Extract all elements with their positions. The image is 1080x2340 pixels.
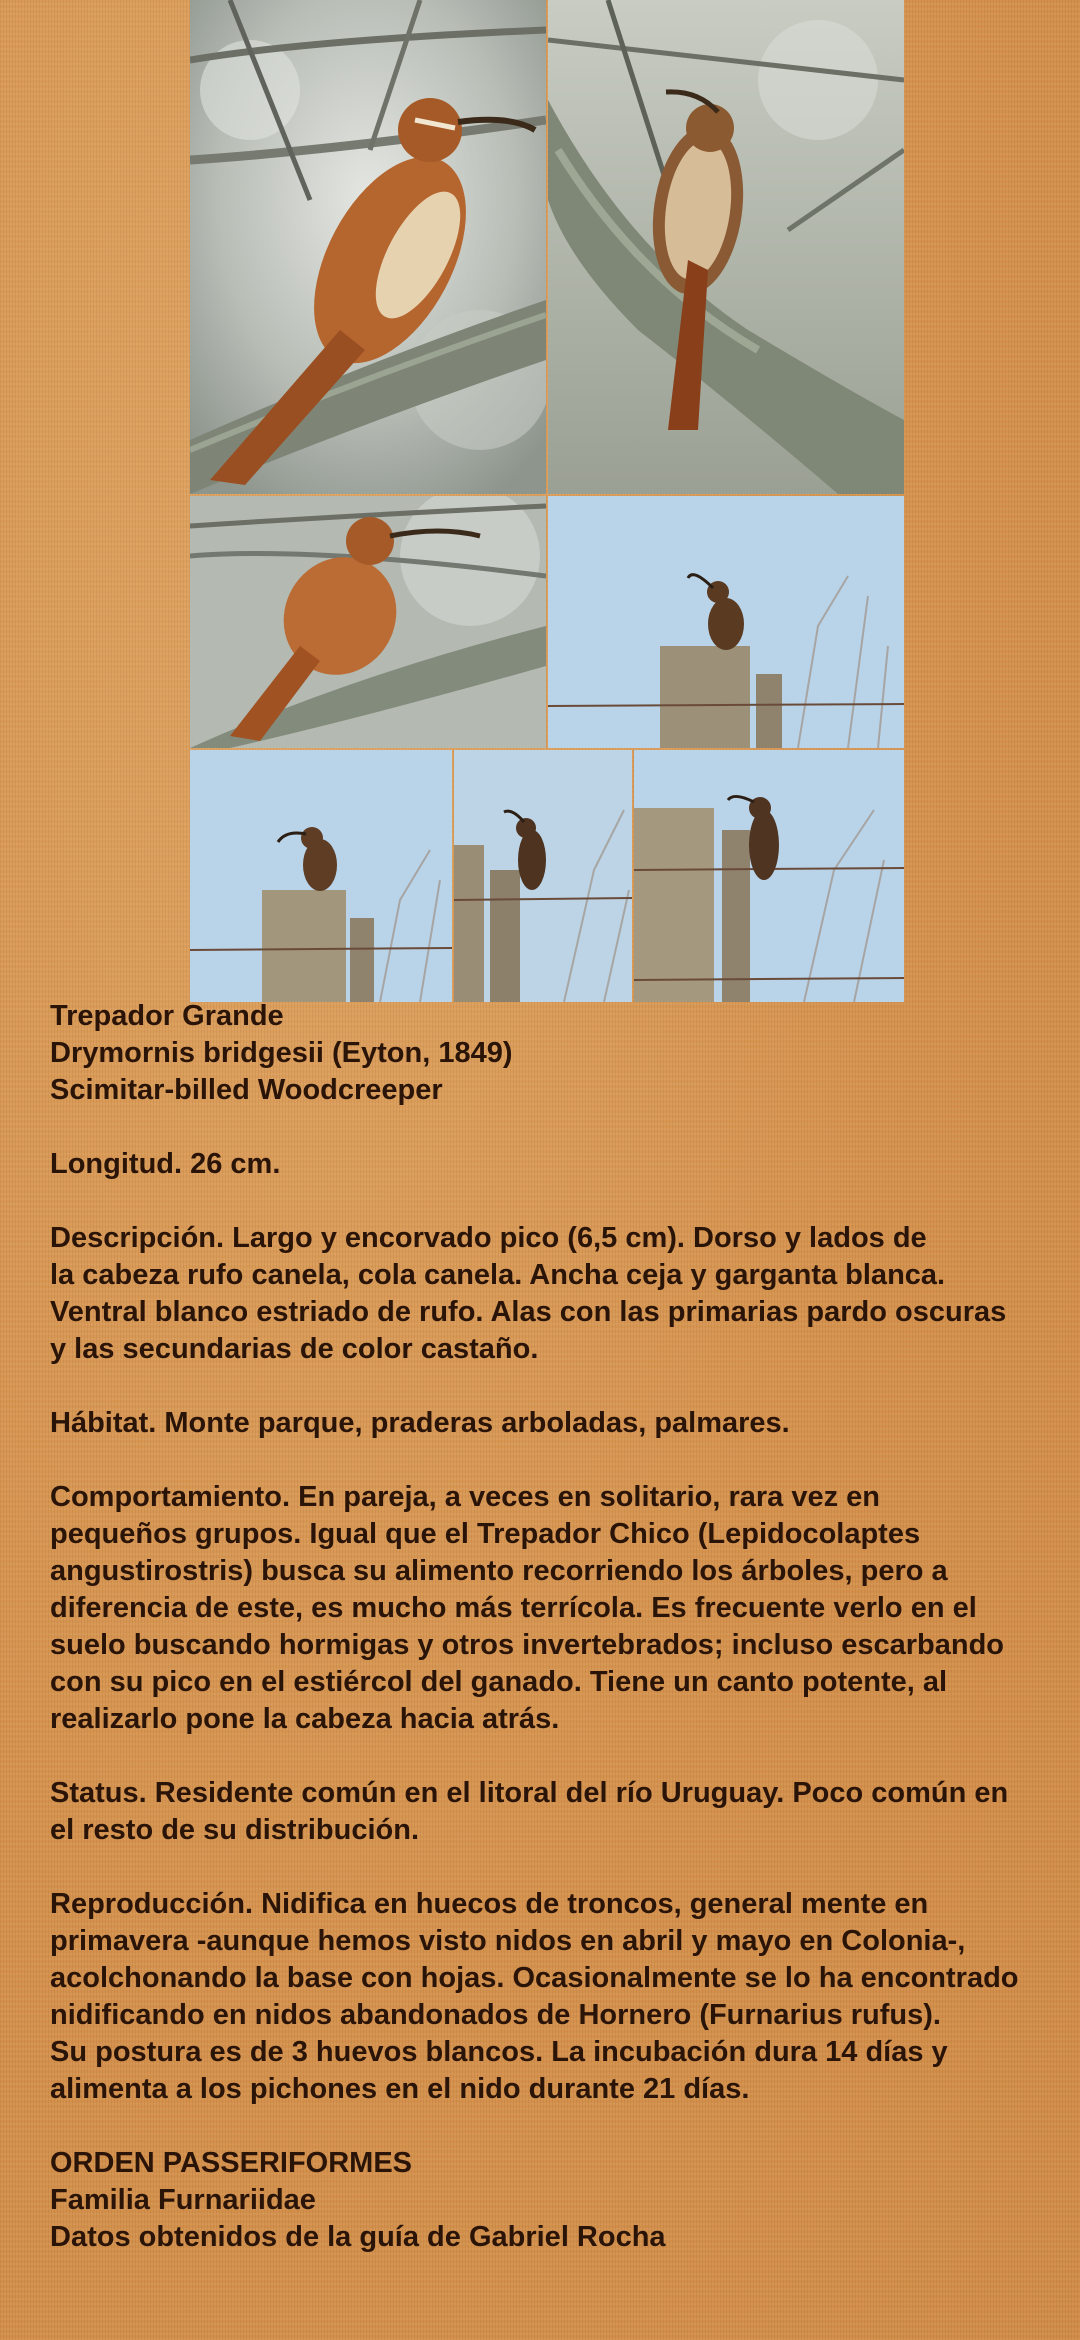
bird-photo-6 — [454, 750, 632, 1002]
source-text: Datos obtenidos de la guía de Gabriel Rocha — [50, 2221, 666, 2253]
behavior-text: Comportamiento. En pareja, a veces en solitario, rara vez en pequeños grupos. Igual que el Trepador Chico (Lepidocolaptes angustirostris) busca su alimento recorriendo los árboles, pero a diferencia de este, es mucho más terrícola. Es frecuente verlo en el suelo buscando hormigas y otros invertebrados; incluso escarbando con su pico en el estiércol del ganado. Tiene un canto potente, al realizarlo pone la cabeza hacia atrás. — [50, 1481, 1004, 1735]
status-text: Status. Residente común en el litoral del río Uruguay. Poco común en el resto de su distribución. — [50, 1777, 1009, 1846]
scientific-name: Drymornis bridgesii (Eyton, 1849) — [50, 1037, 513, 1069]
description-text: Descripción. Largo y encorvado pico (6,5 cm). Dorso y lados de la cabeza rufo canela, cola canela. Ancha ceja y garganta blanca. Ventral blanco estriado de rufo. Alas con las primarias pardo oscuras y las secundarias de color castaño. — [50, 1222, 1007, 1365]
bird-photo-3 — [190, 496, 546, 748]
photo-collage — [190, 0, 904, 1002]
english-name: Scimitar-billed Woodcreeper — [50, 1074, 443, 1106]
bird-photo-1 — [190, 0, 546, 494]
species-header — [50, 998, 1050, 1109]
bird-photo-7 — [634, 750, 904, 1002]
length-text: Longitud. 26 cm. — [50, 1148, 281, 1180]
habitat-text: Hábitat. Monte parque, praderas arboladas, palmares. — [50, 1407, 790, 1439]
common-name: Trepador Grande — [50, 1000, 284, 1032]
bird-photo-5 — [190, 750, 452, 1002]
order-text: ORDEN PASSERIFORMES — [50, 2147, 413, 2179]
family-text: Familia Furnariidae — [50, 2184, 316, 2216]
bird-photo-2 — [548, 0, 904, 494]
taxonomy-footer — [50, 2145, 1050, 2256]
reproduction-text: Reproducción. Nidifica en huecos de troncos, general mente en primavera -aunque hemos visto nidos en abril y mayo en Colonia-, acolchonando la base con hojas. Ocasionalmente se lo ha encontrado nidificando en nidos abandonados de Hornero (Furnarius rufus). Su postura es de 3 huevos blancos. La incubación dura 14 días y alimenta a los pichones en el nido durante 21 días. — [50, 1888, 1019, 2105]
bird-photo-4 — [548, 496, 904, 748]
species-text — [50, 998, 1050, 2293]
